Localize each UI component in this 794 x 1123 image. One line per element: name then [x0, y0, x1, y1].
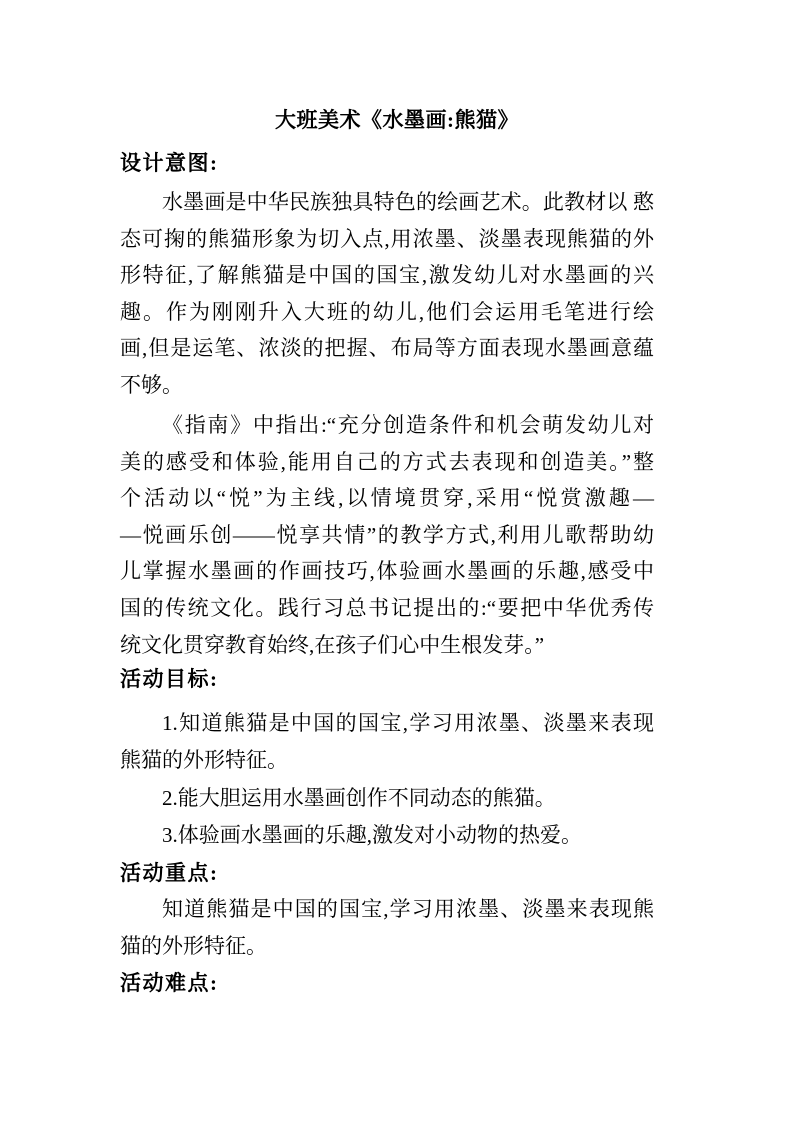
- text-line: 趣。作为刚刚升入大班的幼儿,他们会运用毛笔进行绘: [120, 299, 654, 324]
- heading-design-intent: [120, 145, 654, 182]
- paragraph-design-intent-2: [120, 407, 654, 663]
- paragraph-activity-focus: [120, 891, 654, 964]
- text-line: 《指南》中指出:“充分创造条件和机会萌发幼儿对: [162, 413, 654, 437]
- text-line: 态可掬的熊猫形象为切入点,用浓墨、淡墨表现熊猫的外: [120, 226, 654, 251]
- heading-activity-difficulty: [120, 965, 654, 1002]
- text-line: 猫的外形特征。: [120, 933, 267, 958]
- text-line: 1.知道熊猫是中国的国宝,学习用浓墨、淡墨来表现: [162, 711, 654, 735]
- text-line: —悦画乐创——悦享共情”的教学方式,利用儿歌帮助幼: [120, 522, 654, 547]
- heading-activity-focus: [120, 855, 654, 892]
- text-line: 3.体验画水墨画的乐趣,激发对小动物的热爱。: [162, 823, 582, 847]
- title-text: 大班美术《水墨画:熊猫》: [275, 108, 519, 132]
- paragraph-goal-1: [120, 705, 654, 778]
- heading-text: 设计意图:: [120, 151, 219, 175]
- heading-text: 活动重点:: [120, 861, 219, 885]
- text-line: 2.能大胆运用水墨画创作不同动态的熊猫。: [162, 786, 556, 810]
- text-line: 不够。: [120, 372, 183, 397]
- paragraph-goal-3: [120, 817, 654, 854]
- heading-text: 活动目标:: [120, 667, 219, 691]
- paragraph-design-intent-1: [120, 184, 654, 404]
- text-line: 水墨画是中华民族独具特色的绘画艺术。此教材以 憨: [162, 190, 654, 214]
- text-line: 国的传统文化。践行习总书记提出的:“要把中华优秀传: [120, 595, 654, 620]
- text-line: 画,但是运笔、浓淡的把握、布局等方面表现水墨画意蕴: [120, 336, 654, 361]
- text-line: 知道熊猫是中国的国宝,学习用浓墨、淡墨来表现熊: [162, 897, 654, 921]
- text-line: 个活动以“悦”为主线,以情境贯穿,采用“悦赏激趣—: [120, 486, 654, 511]
- heading-text: 活动难点:: [120, 971, 219, 995]
- text-line: 熊猫的外形特征。: [120, 747, 288, 772]
- text-line: 统文化贯穿教育始终,在孩子们心中生根发芽。”: [120, 632, 545, 657]
- text-line: 形特征,了解熊猫是中国的国宝,激发幼儿对水墨画的兴: [120, 263, 654, 288]
- text-line: 儿掌握水墨画的作画技巧,体验画水墨画的乐趣,感受中: [120, 559, 654, 584]
- text-line: 美的感受和体验,能用自己的方式去表现和创造美。”整: [120, 449, 654, 474]
- heading-activity-goals: [120, 661, 654, 698]
- paragraph-goal-2: [120, 780, 654, 817]
- document-title: [0, 102, 794, 139]
